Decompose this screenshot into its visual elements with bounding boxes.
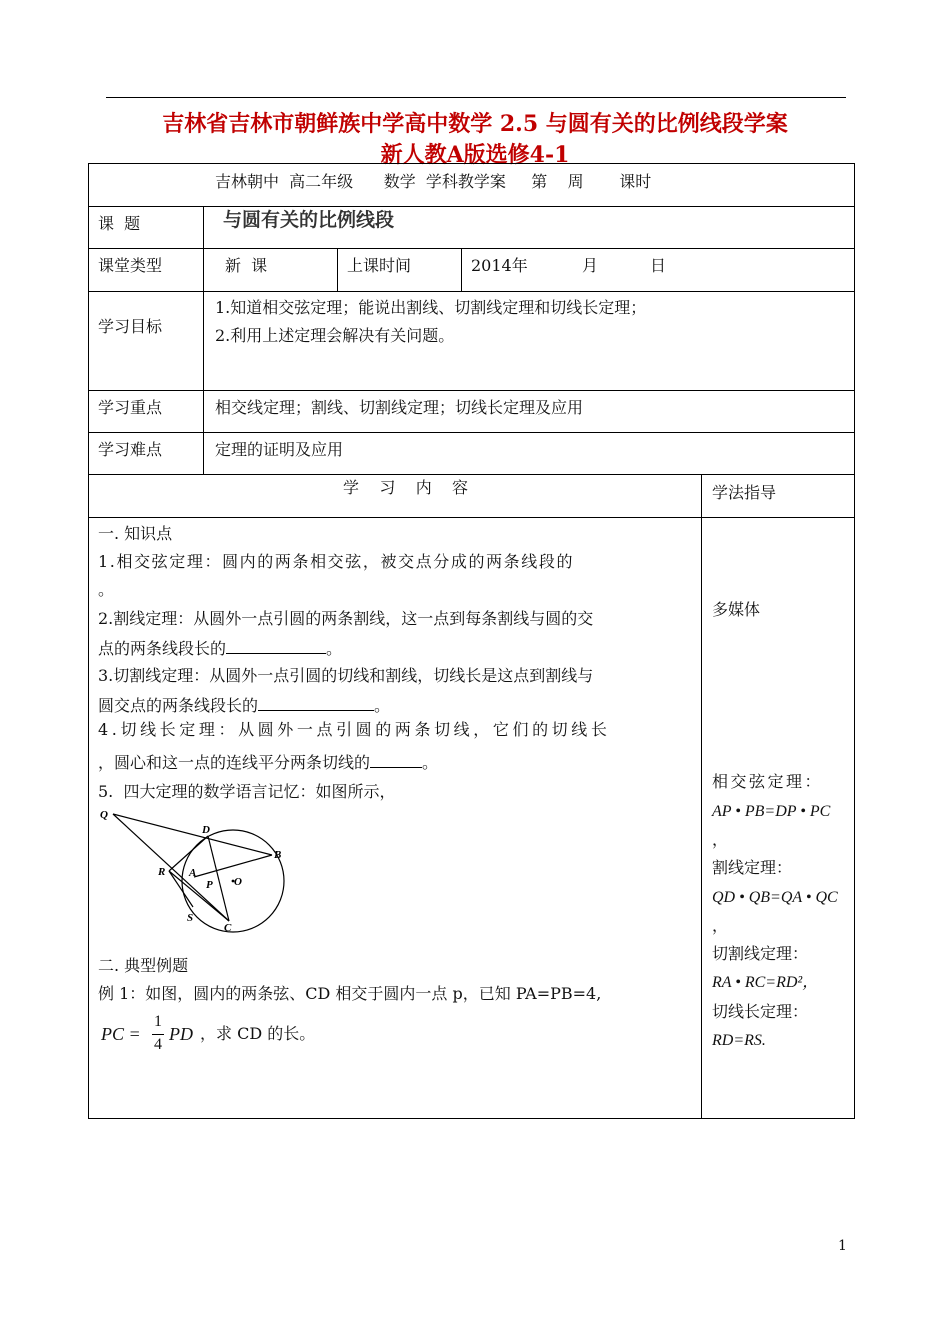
sidebar-thm2-comma: ， <box>712 916 729 935</box>
section-examples: 二. 典型例题 <box>98 956 189 975</box>
topic-value: 与圆有关的比例线段 <box>223 209 395 231</box>
column-divider <box>337 248 338 291</box>
formula-bar <box>152 1034 164 1035</box>
item-3a: 3.切割线定理：从圆外一点引圆的切线和割线，切线长是这点到割线与 <box>98 666 594 685</box>
objective-2: 2.利用上述定理会解决有关问题。 <box>215 326 455 345</box>
class-type-value: 新 课 <box>225 256 268 275</box>
blank-2 <box>226 637 326 654</box>
label-topic: 课 题 <box>98 214 141 233</box>
item-2b <box>98 637 342 659</box>
item-4-end: 。 <box>422 753 439 772</box>
date-day: 日 <box>650 256 667 275</box>
label-A: A <box>189 867 197 879</box>
item-1: 1.相交弦定理：圆内的两条相交弦，被交点分成的两条线段的 <box>98 552 575 571</box>
method-header: 学法指导 <box>712 483 777 502</box>
item-2-end: 。 <box>326 639 343 658</box>
top-rule <box>106 97 846 98</box>
label-class-type: 课堂类型 <box>98 256 163 275</box>
sidebar-thm2-formula: QD • QB=QA • QC <box>712 889 838 906</box>
column-divider <box>461 248 462 291</box>
formula-numerator: 1 <box>154 1013 162 1030</box>
example-1: 例 1：如图，圆内的两条弦、CD 相交于圆内一点 p，已知 PA=PB=4, <box>98 984 602 1003</box>
header-row: 吉林朝中 高二年级 数学 学科教学案 第 周 课时 <box>215 172 652 191</box>
column-divider <box>701 474 702 1119</box>
circle-secant-figure <box>96 804 296 934</box>
item-1-end: 。 <box>98 580 115 599</box>
item-4a: 4.切线长定理：从圆外一点引圆的两条切线，它们的切线长 <box>98 720 611 739</box>
item-3b-text: 圆交点的两条线段长的 <box>98 696 259 715</box>
difficulty-value: 定理的证明及应用 <box>215 440 344 459</box>
sidebar-thm3-formula: RA • RC=RD²， <box>712 974 819 991</box>
label-B: B <box>274 849 282 861</box>
item-3-end: 。 <box>374 696 391 715</box>
column-divider <box>203 206 204 474</box>
label-O: O <box>234 876 242 888</box>
formula-right: PD <box>169 1024 193 1044</box>
key-point-value: 相交线定理；割线、切割线定理；切线长定理及应用 <box>215 398 584 417</box>
sidebar-thm4-formula: RD=RS. <box>712 1032 766 1049</box>
section-knowledge: 一. 知识点 <box>98 524 173 543</box>
sidebar-thm4-title: 切线长定理： <box>712 1002 809 1021</box>
formula-left: PC = <box>101 1024 141 1044</box>
sidebar-multimedia: 多媒体 <box>712 600 761 619</box>
label-difficulty: 学习难点 <box>98 440 163 459</box>
item-5: 5. 四大定理的数学语言记忆：如图所示， <box>98 782 396 801</box>
item-2a: 2.割线定理：从圆外一点引圆的两条割线，这一点到每条割线与圆的交 <box>98 609 594 628</box>
example-1-question: ，求 CD 的长。 <box>200 1024 316 1043</box>
date-month: 月 <box>582 256 599 275</box>
label-P: P <box>206 879 213 891</box>
blank-4 <box>370 751 422 768</box>
item-4b-text: ，圆心和这一点的连线平分两条切线的 <box>98 753 371 772</box>
document-title: 吉林省吉林市朝鲜族中学高中数学 2.5 与圆有关的比例线段学案 <box>162 111 788 137</box>
date-year: 2014年 <box>471 256 528 275</box>
formula-denominator: 4 <box>154 1036 162 1053</box>
label-key-point: 学习重点 <box>98 398 163 417</box>
item-2b-text: 点的两条线段长的 <box>98 639 227 658</box>
sidebar-thm3-title: 切割线定理： <box>712 944 809 963</box>
page-number: 1 <box>838 1238 847 1254</box>
row-divider <box>88 517 855 518</box>
sidebar-thm2-title: 割线定理： <box>712 858 793 877</box>
item-4b <box>98 751 438 773</box>
document-subtitle: 新人教A版选修4-1 <box>380 142 570 168</box>
sidebar-thm1-comma: ， <box>712 830 729 849</box>
objective-1: 1.知道相交弦定理；能说出割线、切割线定理和切线长定理； <box>215 298 647 317</box>
item-3b <box>98 694 390 716</box>
sidebar-thm1-title: 相交弦定理： <box>712 772 824 791</box>
label-Q: Q <box>100 809 108 821</box>
label-class-time: 上课时间 <box>347 256 412 275</box>
label-R: R <box>158 866 166 878</box>
label-C: C <box>224 922 232 934</box>
label-objective: 学习目标 <box>98 317 163 336</box>
content-header: 学 习 内 容 <box>343 478 469 497</box>
sidebar-thm1-formula: AP • PB=DP • PC <box>712 803 831 820</box>
blank-3 <box>258 694 374 711</box>
label-S: S <box>187 912 194 924</box>
row-divider <box>88 474 855 475</box>
label-D: D <box>202 824 210 836</box>
